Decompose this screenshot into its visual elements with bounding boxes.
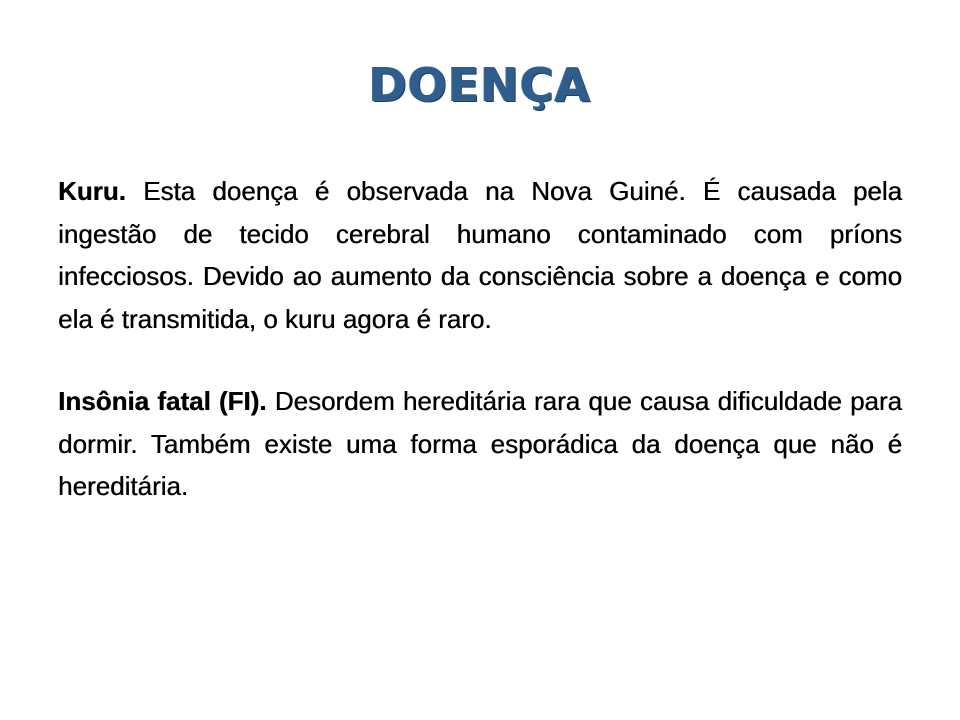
paragraph-text: Esta doença é observada na Nova Guiné. É causada pela ingestão de tecido cerebral humano contaminado com príons infecciosos. Devido ao aumento da consciência sobre a doença e como ela é transmitida, o kuru agora é raro.: [58, 176, 903, 334]
paragraph-insonia-fatal: [58, 380, 902, 508]
paragraph-term: Insônia fatal (FI).: [58, 386, 267, 416]
paragraph-term: Kuru.: [58, 176, 126, 206]
paragraph-kuru: [58, 170, 902, 340]
paragraph-text: Desordem hereditária rara que causa dificuldade para dormir. Também existe uma forma esporádica da doença que não é hereditária.: [58, 386, 902, 501]
slide-content: [58, 170, 902, 548]
slide-title: DOENÇA: [368, 58, 592, 112]
